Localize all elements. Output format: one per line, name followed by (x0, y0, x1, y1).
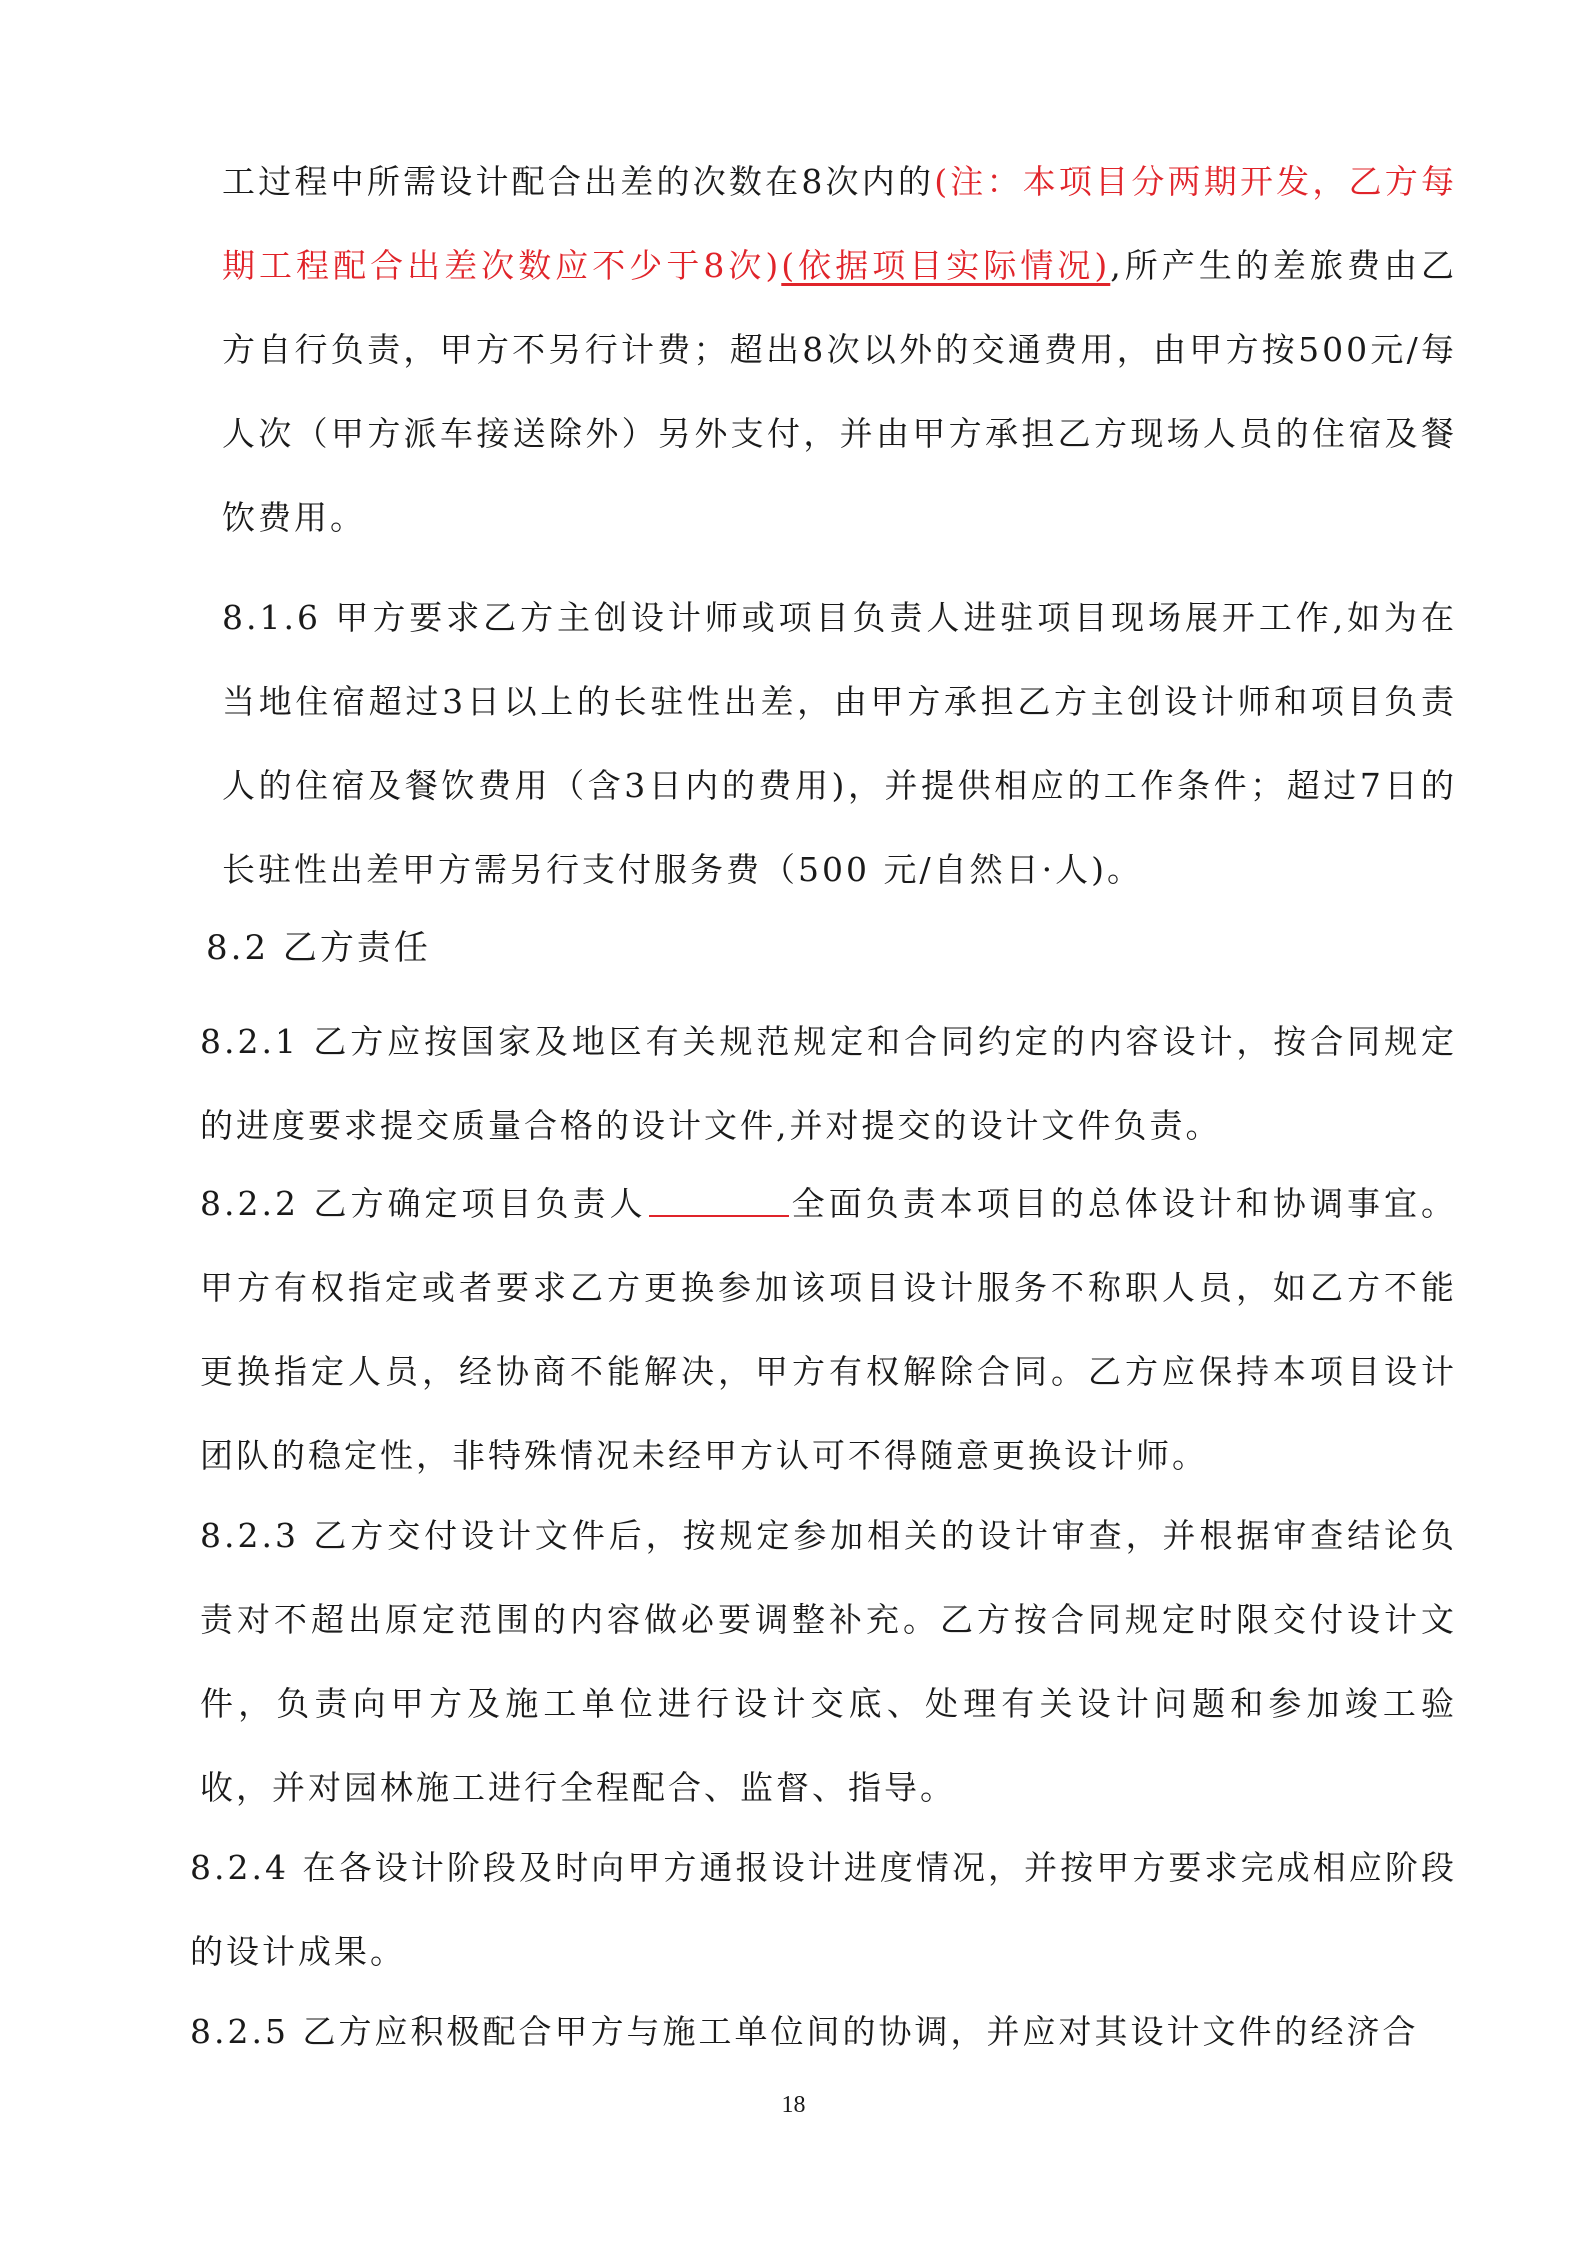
section-heading-8-2: 8.2 乙方责任 (206, 928, 431, 968)
clause-8-2-4: 8.2.4 在各设计阶段及时向甲方通报设计进度情况，并按甲方要求完成相应阶段的设计成果。 (190, 1848, 1457, 1971)
clause-8-2-5: 8.2.5 乙方应积极配合甲方与施工单位间的协调，并应对其设计文件的经济合 (190, 2012, 1419, 2051)
red-note-phases: (注：本项目分两期开发，乙方每期工程配合出差次数应不少于8次) (222, 162, 1457, 285)
paragraph-text: 8.2.2 乙方确定项目负责人 (200, 1184, 647, 1223)
red-note-actual-situation: (依据项目实际情况) (781, 246, 1111, 285)
paragraph-travel-expenses (222, 140, 1457, 560)
clause-8-2-3: 8.2.3 乙方交付设计文件后，按规定参加相关的设计审查，并根据审查结论负责对不超出原定范围的内容做必要调整补充。乙方按合同规定时限交付设计文件，负责向甲方及施工单位进行设计交底、处理有关设计问题和参加竣工验收，并对园林施工进行全程配合、监督、指导。 (200, 1516, 1457, 1807)
clause-8-2-1: 8.2.1 乙方应按国家及地区有关规范规定和合同约定的内容设计，按合同规定的进度要求提交质量合格的设计文件,并对提交的设计文件负责。 (200, 1022, 1457, 1145)
project-lead-blank-field (649, 1214, 789, 1217)
page-number: 18 (781, 2092, 806, 2118)
clause-8-2-2 (200, 1162, 1457, 1498)
paragraph-text: ,所产生的差旅费由乙方自行负责，甲方不另行计费；超出8次以外的交通费用，由甲方按500元/每人次（甲方派车接送除外）另外支付，并由甲方承担乙方现场人员的住宿及餐饮费用。 (222, 246, 1458, 537)
clause-8-1-6: 8.1.6 甲方要求乙方主创设计师或项目负责人进驻项目现场展开工作,如为在当地住宿超过3日以上的长驻性出差，由甲方承担乙方主创设计师和项目负责人的住宿及餐饮费用（含3日内的费用)，并提供相应的工作条件；超过7日的长驻性出差甲方需另行支付服务费（500 元/自然日·人)。 (222, 598, 1457, 889)
paragraph-text: 工过程中所需设计配合出差的次数在8次内的 (222, 162, 935, 201)
paragraph-text: 全面负责本项目的总体设计和协调事宜。甲方有权指定或者要求乙方更换参加该项目设计服务不称职人员，如乙方不能更换指定人员，经协商不能解决，甲方有权解除合同。乙方应保持本项目设计团队的稳定性，非特殊情况未经甲方认可不得随意更换设计师。 (200, 1184, 1457, 1475)
